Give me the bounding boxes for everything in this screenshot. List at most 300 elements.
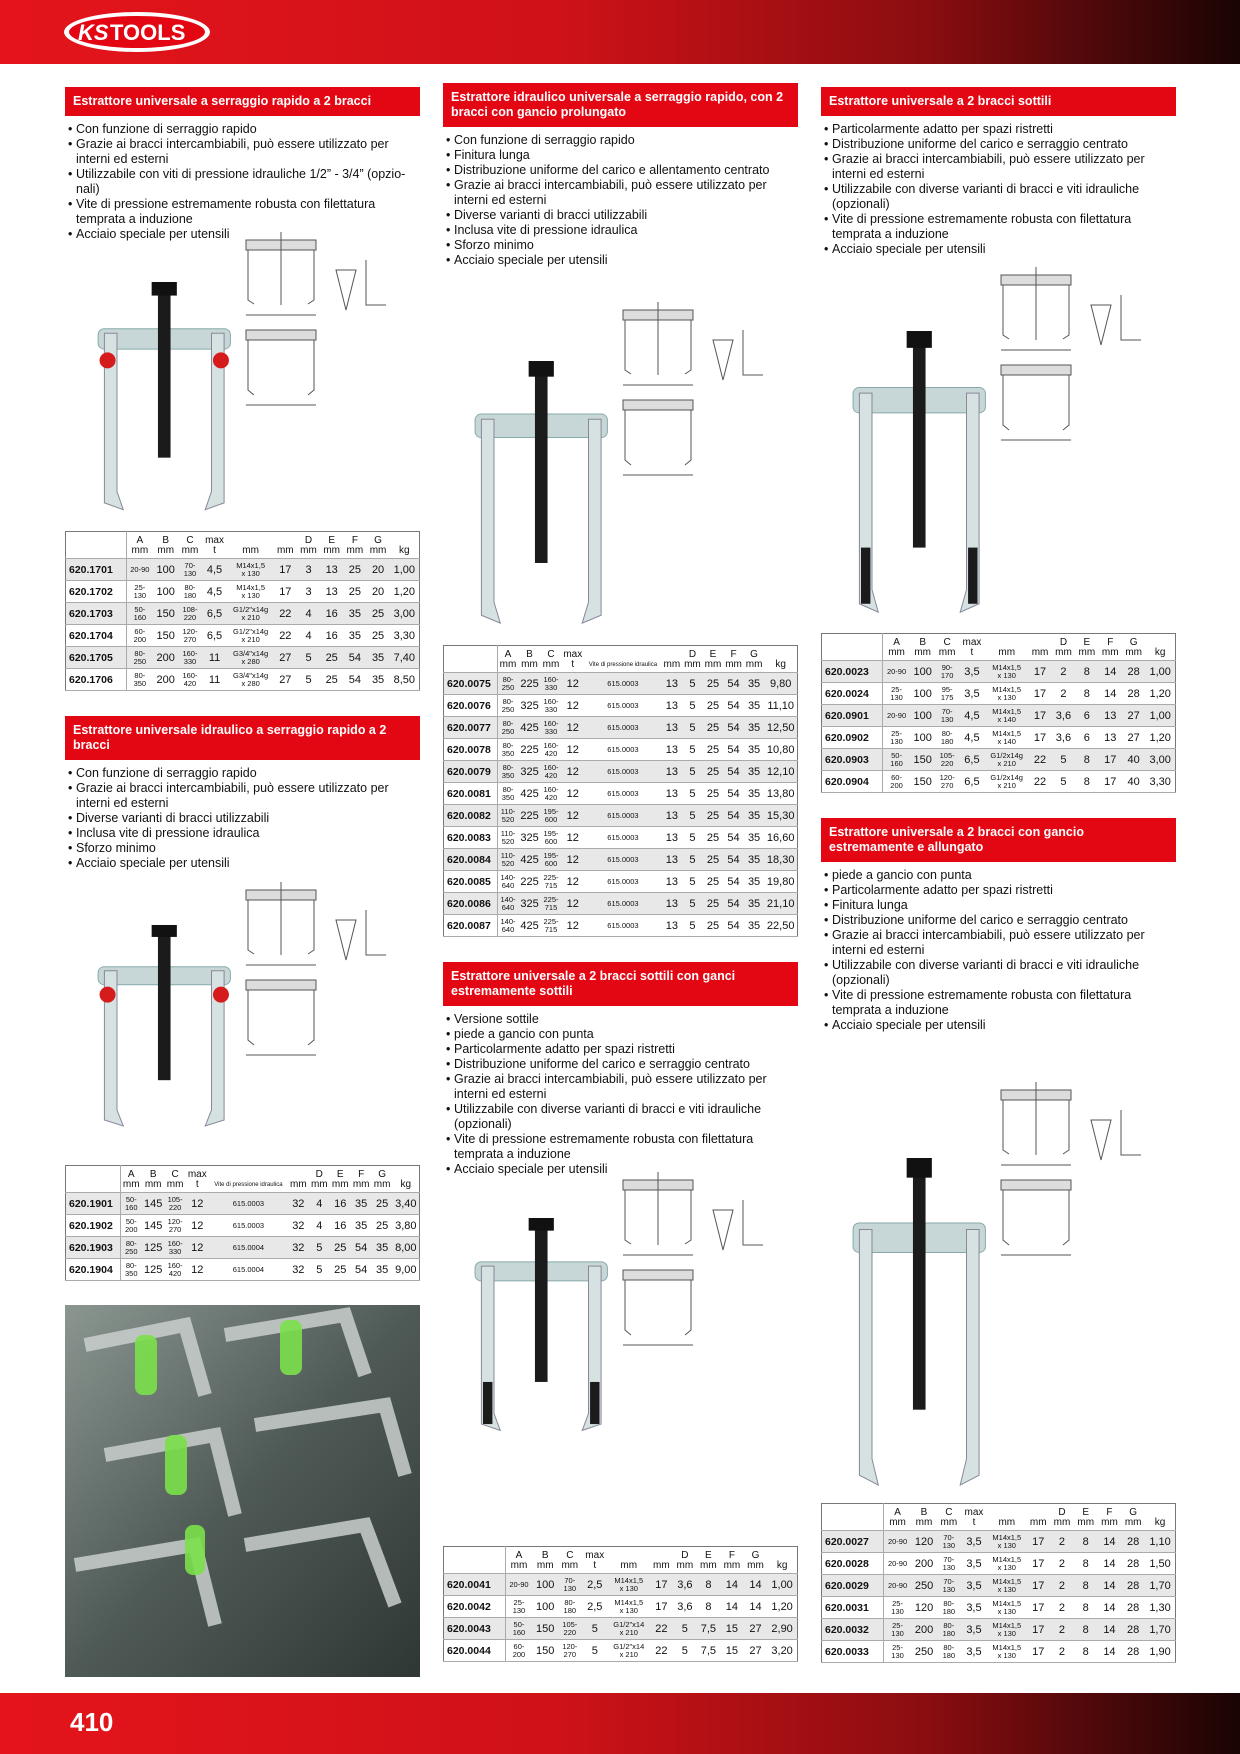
- header-cell: mm: [274, 532, 297, 559]
- feature-item: • Inclusa vite di pressione idraulica: [443, 223, 798, 238]
- section-title: Estrattore universale a serraggio rapido a 2 bracci: [65, 87, 420, 116]
- table-cell: 95- 175: [935, 683, 958, 705]
- table-row: [66, 603, 420, 625]
- header-cell: G mm: [372, 1166, 393, 1193]
- table-cell: 70- 130: [937, 1575, 961, 1597]
- table-cell: 50- 160: [883, 749, 910, 771]
- table-row: [444, 1618, 798, 1640]
- table-row: [66, 1237, 420, 1259]
- table-cell: 615.0003: [584, 805, 661, 827]
- dimension-drawing: [246, 330, 316, 405]
- table-cell: 17: [1099, 749, 1122, 771]
- article-number: 620.0078: [444, 739, 498, 761]
- table-cell: 8: [1074, 1641, 1098, 1663]
- table-cell: 225: [518, 871, 540, 893]
- table-cell: 615.0003: [584, 717, 661, 739]
- table-row: [444, 849, 798, 871]
- table-cell: 140- 640: [497, 871, 518, 893]
- feature-item: • Distribuzione uniforme del carico e serraggio centrato: [821, 913, 1176, 928]
- table-cell: 20-90: [505, 1574, 532, 1596]
- table-cell: 80- 350: [120, 1259, 142, 1281]
- section-s5: [821, 87, 1176, 257]
- table-cell: 25: [703, 805, 724, 827]
- feature-list: [65, 766, 420, 871]
- table-cell: 27: [744, 1640, 768, 1662]
- screw-head: [152, 282, 177, 296]
- table-cell: 2: [1052, 683, 1075, 705]
- table-cell: 35: [744, 717, 765, 739]
- table-cell: 125: [142, 1259, 165, 1281]
- table-cell: 200: [911, 1553, 937, 1575]
- table-cell: 35: [343, 603, 366, 625]
- article-number: 620.0904: [822, 771, 883, 793]
- puller-illustration: [445, 1170, 795, 1440]
- screw-head: [529, 361, 554, 377]
- table-cell: 100: [532, 1574, 558, 1596]
- feature-item: • Acciaio speciale per utensili: [443, 1162, 798, 1177]
- table-cell: 22: [650, 1640, 674, 1662]
- header-cell: B mm: [910, 634, 936, 661]
- screw-head: [907, 1158, 932, 1178]
- table-cell: 9,80: [764, 673, 797, 695]
- table-cell: 5: [682, 871, 703, 893]
- table-cell: 145: [142, 1193, 165, 1215]
- table-cell: 140- 640: [497, 915, 518, 937]
- table-cell: 425: [518, 849, 540, 871]
- table-row: [822, 771, 1176, 793]
- table-cell: 160- 420: [541, 739, 562, 761]
- header-cell: C mm: [541, 646, 562, 673]
- table-cell: 150: [153, 625, 178, 647]
- table-cell: 13,80: [764, 783, 797, 805]
- table-cell: 120: [911, 1597, 937, 1619]
- screw-head: [152, 925, 177, 937]
- spec-table-s3: [443, 645, 798, 937]
- article-number: 620.0081: [444, 783, 498, 805]
- table-row: [822, 1641, 1176, 1663]
- feature-item: • Particolarmente adatto per spazi ristretti: [821, 883, 1176, 898]
- header-cell: C mm: [935, 634, 958, 661]
- puller-image-s6: [823, 1080, 1173, 1500]
- feature-item: • Particolarmente adatto per spazi ristretti: [821, 122, 1176, 137]
- table-cell: 17: [1028, 683, 1051, 705]
- table-cell: 2,5: [582, 1596, 608, 1618]
- header-cell: max t: [186, 1166, 209, 1193]
- header-cell: kg: [1145, 1504, 1175, 1531]
- table-cell: 25- 130: [883, 683, 910, 705]
- table-cell: 145: [142, 1215, 165, 1237]
- header-cell: D mm: [673, 1547, 697, 1574]
- article-number: 620.1702: [66, 581, 127, 603]
- table-cell: 1,00: [390, 559, 420, 581]
- table-cell: 80- 180: [178, 581, 201, 603]
- dimension-drawing: [246, 882, 386, 965]
- feature-item: • Grazie ai bracci intercambiabili, può essere utilizzato per interni ed esterni: [443, 178, 798, 208]
- table-cell: 225- 715: [541, 915, 562, 937]
- table-cell: 54: [351, 1259, 372, 1281]
- table-cell: 28: [1121, 1531, 1145, 1553]
- header-cell: E mm: [1075, 634, 1098, 661]
- table-cell: 12: [561, 761, 584, 783]
- header-cell: mm: [1028, 634, 1051, 661]
- table-cell: 1,00: [1145, 661, 1175, 683]
- table-cell: 3: [297, 581, 320, 603]
- pressure-screw: [535, 1224, 548, 1382]
- table-cell: 17: [1026, 1641, 1050, 1663]
- table-cell: 2,90: [767, 1618, 797, 1640]
- puller-image-s3: [445, 300, 795, 635]
- section-s4: [443, 962, 798, 1177]
- table-cell: 14: [1098, 1575, 1122, 1597]
- section-title: Estrattore universale a 2 bracci con gancio estremamente e allungato: [821, 818, 1176, 862]
- table-cell: 25- 130: [884, 1597, 912, 1619]
- article-number: 620.0027: [822, 1531, 884, 1553]
- pressure-screw: [913, 337, 926, 548]
- table-cell: 110- 520: [497, 827, 518, 849]
- table-cell: 6: [1075, 705, 1098, 727]
- table-cell: 80- 180: [937, 1619, 961, 1641]
- dimension-drawing: [623, 302, 763, 385]
- screw-head: [907, 331, 932, 348]
- header-cell-blank: [66, 1166, 121, 1193]
- table-cell: M14x1,5 x 130: [987, 1553, 1026, 1575]
- table-cell: 17: [1028, 727, 1051, 749]
- table-cell: 70- 130: [937, 1553, 961, 1575]
- table-row: [822, 1553, 1176, 1575]
- table-cell: 12: [561, 805, 584, 827]
- table-cell: 12: [186, 1193, 209, 1215]
- feature-item: • Utilizzabile con diverse varianti di bracci e viti idrauliche (opzionali): [821, 958, 1176, 988]
- header-cell: max t: [959, 634, 985, 661]
- feature-item: • Distribuzione uniforme del carico e serraggio centrato: [821, 137, 1176, 152]
- table-cell: 14: [744, 1574, 768, 1596]
- table-cell: 3,5: [959, 661, 985, 683]
- table-cell: 6,5: [959, 771, 985, 793]
- table-cell: 14: [720, 1596, 744, 1618]
- header-cell: Vite di pressione idraulica: [584, 646, 661, 673]
- table-cell: 32: [288, 1259, 309, 1281]
- table-cell: M14x1,5 x 130: [987, 1597, 1026, 1619]
- table-cell: 3,80: [393, 1215, 420, 1237]
- header-cell: kg: [390, 532, 420, 559]
- hook-left: [483, 1382, 492, 1424]
- table-cell: 2: [1050, 1531, 1074, 1553]
- table-row: [822, 1619, 1176, 1641]
- table-cell: G1/2"x14 x 210: [608, 1618, 650, 1640]
- table-cell: 54: [723, 717, 744, 739]
- section-title: Estrattore idraulico universale a serraggio rapido, con 2 bracci con gancio prolungato: [443, 83, 798, 127]
- article-number: 620.0023: [822, 661, 883, 683]
- table-cell: 200: [153, 647, 178, 669]
- table-cell: 16: [330, 1215, 351, 1237]
- table-cell: 80- 250: [497, 695, 518, 717]
- table-cell: 35: [744, 893, 765, 915]
- article-number: 620.0901: [822, 705, 883, 727]
- table-cell: 14: [1098, 1553, 1122, 1575]
- table-cell: 35: [744, 915, 765, 937]
- table-cell: 110- 520: [497, 849, 518, 871]
- table-cell: 8: [1074, 1619, 1098, 1641]
- table-row: [66, 669, 420, 691]
- table-cell: 13: [662, 849, 683, 871]
- table-cell: 1,30: [1145, 1597, 1175, 1619]
- table-cell: 13: [1099, 705, 1122, 727]
- page-number: 410: [70, 1707, 114, 1737]
- article-number: 620.0085: [444, 871, 498, 893]
- table-cell: 8,50: [390, 669, 420, 691]
- table-cell: 150: [532, 1618, 558, 1640]
- header-cell: kg: [393, 1166, 420, 1193]
- pressure-screw: [535, 367, 548, 563]
- table-cell: 250: [911, 1641, 937, 1663]
- header-cell: B mm: [532, 1547, 558, 1574]
- table-cell: 28: [1121, 1575, 1145, 1597]
- table-cell: 54: [343, 669, 366, 691]
- article-number: 620.0079: [444, 761, 498, 783]
- header-cell: max t: [202, 532, 228, 559]
- table-cell: 108- 220: [178, 603, 201, 625]
- article-number: 620.0077: [444, 717, 498, 739]
- table-cell: 25: [320, 669, 343, 691]
- table-cell: G1/2"x14g x 210: [228, 603, 274, 625]
- table-cell: 70- 130: [558, 1574, 582, 1596]
- table-cell: 2: [1050, 1619, 1074, 1641]
- header-cell: B mm: [142, 1166, 165, 1193]
- table-cell: 5: [682, 739, 703, 761]
- table-cell: 35: [351, 1193, 372, 1215]
- table-cell: 150: [153, 603, 178, 625]
- table-cell: 250: [911, 1575, 937, 1597]
- table-cell: 615.0003: [584, 871, 661, 893]
- article-number: 620.1701: [66, 559, 127, 581]
- table-cell: 28: [1121, 1553, 1145, 1575]
- feature-list: [443, 133, 798, 268]
- dimension-drawing: [1001, 1180, 1071, 1255]
- table-cell: 19,80: [764, 871, 797, 893]
- table-cell: 5: [682, 893, 703, 915]
- article-number: 620.0084: [444, 849, 498, 871]
- table-cell: 54: [723, 673, 744, 695]
- table-cell: 14: [1099, 661, 1122, 683]
- table-cell: 325: [518, 893, 540, 915]
- table-cell: 4: [309, 1215, 330, 1237]
- table-cell: 5: [309, 1259, 330, 1281]
- table-cell: 8: [1075, 661, 1098, 683]
- table-cell: 5: [297, 669, 320, 691]
- article-number: 620.1703: [66, 603, 127, 625]
- header-cell: B mm: [911, 1504, 937, 1531]
- table-cell: 225: [518, 805, 540, 827]
- table-cell: 5: [682, 805, 703, 827]
- pressure-screw: [158, 931, 171, 1080]
- table-cell: 3,00: [1145, 749, 1175, 771]
- table-cell: 14: [720, 1574, 744, 1596]
- table-cell: 27: [1122, 705, 1145, 727]
- puller-image-s2: [68, 880, 418, 1135]
- table-cell: 12: [561, 893, 584, 915]
- feature-item: • Grazie ai bracci intercambiabili, può essere utilizzato per interni ed esterni: [65, 781, 420, 811]
- table-cell: 22: [274, 625, 297, 647]
- table-cell: 25: [703, 871, 724, 893]
- feature-item: • Distribuzione uniforme del carico e allentamento centrato: [443, 163, 798, 178]
- table-row: [822, 705, 1176, 727]
- quick-release-knob: [100, 352, 116, 368]
- table-cell: 80- 350: [497, 761, 518, 783]
- header-cell: F mm: [343, 532, 366, 559]
- table-cell: 1,20: [767, 1596, 797, 1618]
- table-cell: 615.0003: [209, 1193, 288, 1215]
- table-cell: 80- 350: [497, 739, 518, 761]
- spec-table-s6: [821, 1503, 1176, 1663]
- table-cell: 160- 420: [541, 761, 562, 783]
- table-cell: 14: [1098, 1619, 1122, 1641]
- table-cell: 160- 420: [165, 1259, 186, 1281]
- table-cell: 5: [682, 695, 703, 717]
- table-cell: 3,30: [390, 625, 420, 647]
- header-cell: mm: [288, 1166, 309, 1193]
- header-cell: C mm: [165, 1166, 186, 1193]
- header-cell: A mm: [497, 646, 518, 673]
- header-cell: max t: [961, 1504, 988, 1531]
- table-cell: 615.0004: [209, 1259, 288, 1281]
- table-cell: 105- 220: [165, 1193, 186, 1215]
- header-cell: E mm: [697, 1547, 721, 1574]
- table-cell: 160- 330: [178, 647, 201, 669]
- table-cell: 10,80: [764, 739, 797, 761]
- spec-table-s5: [821, 633, 1176, 793]
- table-cell: 9,00: [393, 1259, 420, 1281]
- table-cell: 1,70: [1145, 1619, 1175, 1641]
- header-cell: mm: [1026, 1504, 1050, 1531]
- table-cell: 615.0003: [584, 827, 661, 849]
- feature-item: • Acciaio speciale per utensili: [821, 242, 1176, 257]
- table-row: [822, 661, 1176, 683]
- feature-item: • Sforzo minimo: [443, 238, 798, 253]
- table-cell: 200: [911, 1619, 937, 1641]
- table-cell: 21,10: [764, 893, 797, 915]
- table-cell: 15: [720, 1618, 744, 1640]
- table-cell: 25: [343, 559, 366, 581]
- table-cell: 3,5: [961, 1575, 988, 1597]
- header-cell: A mm: [884, 1504, 912, 1531]
- table-cell: 17: [1026, 1575, 1050, 1597]
- table-cell: 12: [561, 673, 584, 695]
- feature-item: • Versione sottile: [443, 1012, 798, 1027]
- table-cell: 2: [1050, 1641, 1074, 1663]
- table-cell: 5: [682, 849, 703, 871]
- table-cell: 615.0003: [584, 893, 661, 915]
- quick-release-knob: [213, 987, 229, 1003]
- table-cell: 15: [720, 1640, 744, 1662]
- article-number: 620.0082: [444, 805, 498, 827]
- table-cell: 110- 520: [497, 805, 518, 827]
- table-cell: 100: [910, 705, 936, 727]
- table-cell: 5: [682, 717, 703, 739]
- table-cell: 35: [372, 1259, 393, 1281]
- table-cell: 14: [1098, 1531, 1122, 1553]
- table-row: [66, 581, 420, 603]
- table-cell: 150: [910, 771, 936, 793]
- section-s2: [65, 716, 420, 871]
- article-number: 620.0032: [822, 1619, 884, 1641]
- table-cell: 120- 270: [165, 1215, 186, 1237]
- puller-tool: [98, 925, 230, 1126]
- dimension-drawing: [623, 1172, 763, 1255]
- table-cell: 13: [662, 893, 683, 915]
- table-cell: 3,5: [961, 1597, 988, 1619]
- table-cell: 105- 220: [935, 749, 958, 771]
- feature-item: • Diverse varianti di bracci utilizzabili: [443, 208, 798, 223]
- table-cell: 195- 600: [541, 827, 562, 849]
- table-row: [822, 683, 1176, 705]
- table-row: [444, 827, 798, 849]
- table-row: [444, 871, 798, 893]
- table-cell: 25: [703, 739, 724, 761]
- table-cell: 60- 200: [883, 771, 910, 793]
- table-cell: 2: [1050, 1553, 1074, 1575]
- table-row: [822, 1575, 1176, 1597]
- header-cell: F mm: [351, 1166, 372, 1193]
- feature-list: [443, 1012, 798, 1177]
- table-cell: 13: [662, 717, 683, 739]
- feature-list: [821, 868, 1176, 1033]
- table-cell: 17: [1028, 705, 1051, 727]
- table-cell: 7,40: [390, 647, 420, 669]
- table-cell: 13: [662, 827, 683, 849]
- table-cell: 25- 130: [884, 1619, 912, 1641]
- header-cell: mm: [987, 1504, 1026, 1531]
- table-row: [444, 1574, 798, 1596]
- right-arm: [582, 419, 601, 623]
- table-cell: 20-90: [884, 1531, 912, 1553]
- table-cell: 54: [723, 915, 744, 937]
- table-cell: 325: [518, 761, 540, 783]
- table-cell: 12: [561, 783, 584, 805]
- header-cell-blank: [822, 1504, 884, 1531]
- spec-table-s4: [443, 1546, 798, 1662]
- table-cell: 14: [1098, 1597, 1122, 1619]
- table-cell: 225- 715: [541, 893, 562, 915]
- table-cell: 11: [202, 669, 228, 691]
- table-cell: 12: [186, 1237, 209, 1259]
- table-cell: 13: [320, 559, 343, 581]
- table-cell: 2,5: [582, 1574, 608, 1596]
- table-cell: 35: [744, 761, 765, 783]
- dimension-drawing: [246, 232, 386, 315]
- table-cell: 4,5: [959, 727, 985, 749]
- table-cell: 17: [1026, 1531, 1050, 1553]
- dimension-drawing: [1001, 365, 1071, 440]
- table-cell: 615.0003: [584, 761, 661, 783]
- table-cell: 60- 200: [126, 625, 153, 647]
- table-cell: 35: [366, 669, 389, 691]
- table-cell: 15,30: [764, 805, 797, 827]
- table-cell: 120- 270: [558, 1640, 582, 1662]
- table-cell: 35: [744, 695, 765, 717]
- pressure-screw: [913, 1164, 926, 1410]
- table-cell: 50- 200: [120, 1215, 142, 1237]
- table-row: [444, 893, 798, 915]
- feature-item: • Particolarmente adatto per spazi ristretti: [443, 1042, 798, 1057]
- dimension-drawing: [246, 980, 316, 1055]
- table-cell: 54: [723, 805, 744, 827]
- table-cell: 3,30: [1145, 771, 1175, 793]
- table-cell: 28: [1121, 1619, 1145, 1641]
- table-cell: 8: [1074, 1531, 1098, 1553]
- feature-item: • Vite di pressione estremamente robusta con filettatura temprata a induzione: [443, 1132, 798, 1162]
- table-cell: 14: [744, 1596, 768, 1618]
- table-cell: 13: [662, 695, 683, 717]
